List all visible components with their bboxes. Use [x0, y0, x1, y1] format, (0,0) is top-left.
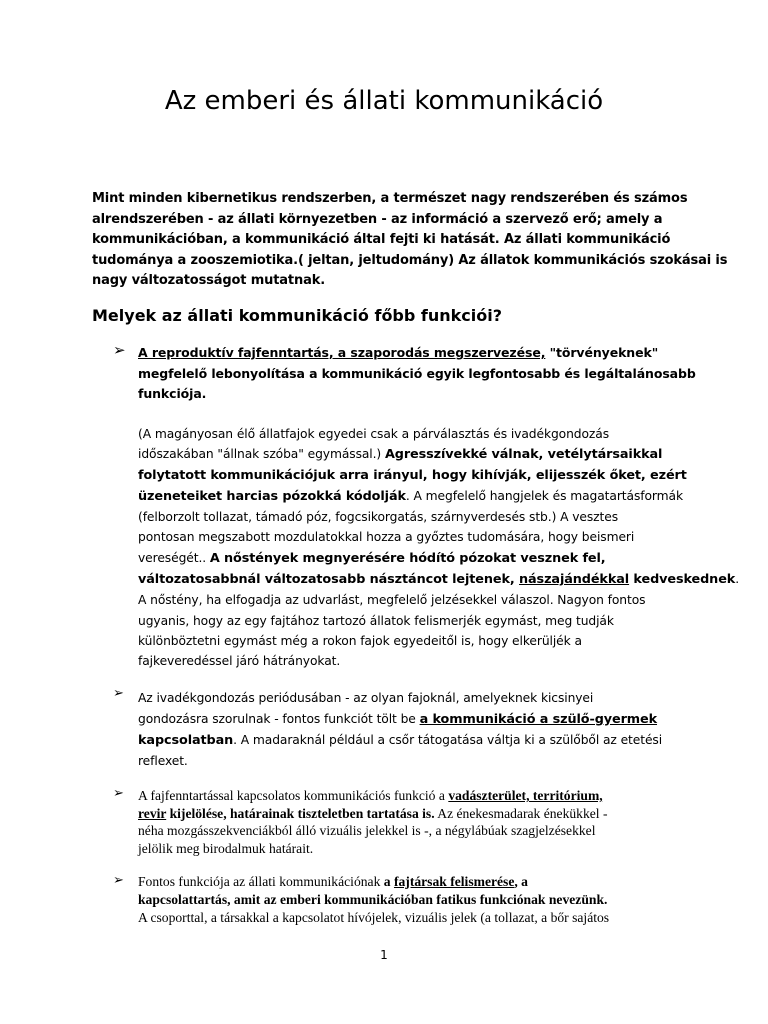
page-number: 1 — [380, 948, 388, 962]
bold-phrase: változatosabbnál változatosabb násztáncot lejtenek, — [138, 572, 520, 588]
bold-phrase: a — [383, 874, 394, 889]
intro-line: tudománya a zooszemiotika.( jeltan, jeltudomány) Az állatok kommunikációs szokásai is — [92, 252, 728, 268]
text-line: folytatott kommunikációjuk arra irányul, hogy kihívják, elijesszék őket, ezért — [138, 467, 687, 483]
text-span: Fontos funkciója az állati kommunikációnak — [138, 874, 384, 889]
text-span: A fajfenntartással kapcsolatos kommunikációs funkció a — [138, 788, 449, 803]
text-line: különböztetni egymást még a rokon fajok egyedeitől is, hogy elkerüljék a — [138, 633, 582, 648]
bold-phrase: kedveskednek — [629, 572, 736, 588]
text-line: Az ivadékgondozás periódusában - az olyan fajoknál, amelyeknek kicsinyei — [138, 691, 594, 705]
text-line — [138, 873, 698, 891]
bullet-item-recognition — [138, 873, 698, 927]
bullet-arrow-icon: ➢ — [113, 786, 124, 801]
bullet-item-territory — [138, 787, 698, 857]
text-span: gondozásra szorulnak - fontos funkciót tölt be — [138, 712, 420, 726]
text-line: fajkeveredéssel járó hátrányokat. — [138, 654, 341, 669]
text-line: megfelelő lebonyolítása a kommunikáció egyik legfontosabb és legáltalánosabb — [138, 365, 696, 381]
text-line: pontosan megszabott mozdulatokkal hozza a győztes tudomására, hogy beismeri — [138, 530, 635, 545]
text-span: . A megfelelő hangjelek és magatartásformák — [405, 488, 683, 503]
bullet-arrow-icon: ➢ — [113, 873, 124, 888]
text-span: vereségét.. — [138, 550, 210, 565]
bold-phrase: kapcsolatban — [138, 733, 234, 748]
intro-line: alrendszerében - az állati környezetben - az információ a szervező erő; amely a — [92, 211, 663, 227]
section-heading: Melyek az állati kommunikáció főbb funkciói? — [92, 306, 503, 325]
bold-phrase: A nőstények megnyerésére hódító pózokat vesznek fel, — [209, 550, 606, 566]
bold-phrase: üzeneteiket harcias pózokká kódolják — [138, 488, 406, 504]
text-line: A nőstény, ha elfogadja az udvarlást, megfelelő jelzésekkel válaszol. Nagyon fontos — [138, 593, 646, 608]
text-line: reflexet. — [138, 754, 188, 768]
intro-line: nagy változatosságot mutatnak. — [92, 273, 326, 288]
bullet-item-parental-care — [138, 688, 698, 772]
bold-phrase: Agresszívekké válnak, vetélytársaikkal — [384, 447, 663, 463]
text-line — [138, 444, 698, 465]
text-line — [138, 548, 698, 569]
text-line — [138, 709, 698, 730]
underlined-phrase: A reproduktív fajfenntartás, a szaporodás megszervezése, — [138, 345, 546, 360]
underlined-phrase: revir — [138, 805, 167, 821]
text-line — [138, 787, 698, 805]
text-line — [138, 486, 698, 507]
underlined-phrase: vadászterület, territórium, — [448, 788, 603, 803]
text-line: ugyanis, hogy az egy fajtához tartozó állatok felismerjék egymást, meg tudják — [138, 613, 614, 628]
bullet-arrow-icon: ➢ — [113, 686, 124, 701]
text-line: kapcsolattartás, amit az emberi kommunikációban fatikus funkciónak nevezünk. — [138, 892, 608, 907]
document-title: Az emberi és állati kommunikáció — [164, 86, 604, 116]
intro-line: kommunikációban, a kommunikáció által fejti ki hatását. Az állati kommunikáció — [92, 232, 671, 247]
text-line: funkciója. — [138, 386, 207, 401]
text-span: időszakában "állnak szóba" egymással.) — [138, 447, 385, 462]
text-line: néha mozgásszekvenciákból álló vizuális jelekkel is -, a négylábúak szagjelzésekkel — [138, 823, 596, 838]
intro-paragraph — [92, 189, 728, 292]
text-line: (A magányosan élő állatfajok egyedei csak a párválasztás és ivadékgondozás — [138, 427, 610, 441]
bold-phrase: , a — [514, 874, 528, 889]
bullet-item-reproduction — [138, 343, 698, 405]
underlined-phrase: fajtársak felismerése — [393, 874, 515, 889]
underlined-phrase: a kommunikáció a szülő-gyermek — [419, 712, 658, 727]
intro-line: Mint minden kibernetikus rendszerben, a természet nagy rendszerében és számos — [92, 191, 688, 206]
text-line: jelölik meg birodalmuk határait. — [138, 840, 314, 856]
text-line — [138, 730, 698, 751]
text-line: (felborzolt tollazat, támadó póz, fogcsikorgatás, szárnyverdesés stb.) A vesztes — [138, 510, 618, 525]
text-span: Az énekesmadarak énekükkel - — [434, 805, 608, 821]
text-line — [138, 569, 739, 590]
text-line — [138, 343, 698, 364]
text-span: "törvényeknek" — [545, 345, 659, 360]
text-span: . — [735, 572, 739, 587]
bold-phrase: kijelölése, határainak tiszteletben tartatása is. — [166, 805, 435, 821]
text-span: . A madaraknál például a csőr tátogatása váltja ki a szülőből az etetési — [233, 733, 663, 747]
text-line: A csoporttal, a társakkal a kapcsolatot hívójelek, vizuális jelek (a tollazat, a bőr sajátos — [138, 910, 610, 925]
text-line — [138, 805, 698, 823]
underlined-phrase: nászajándékkal — [519, 572, 630, 588]
bullet-arrow-icon: ➢ — [113, 341, 126, 359]
explanation-paragraph — [138, 424, 739, 672]
